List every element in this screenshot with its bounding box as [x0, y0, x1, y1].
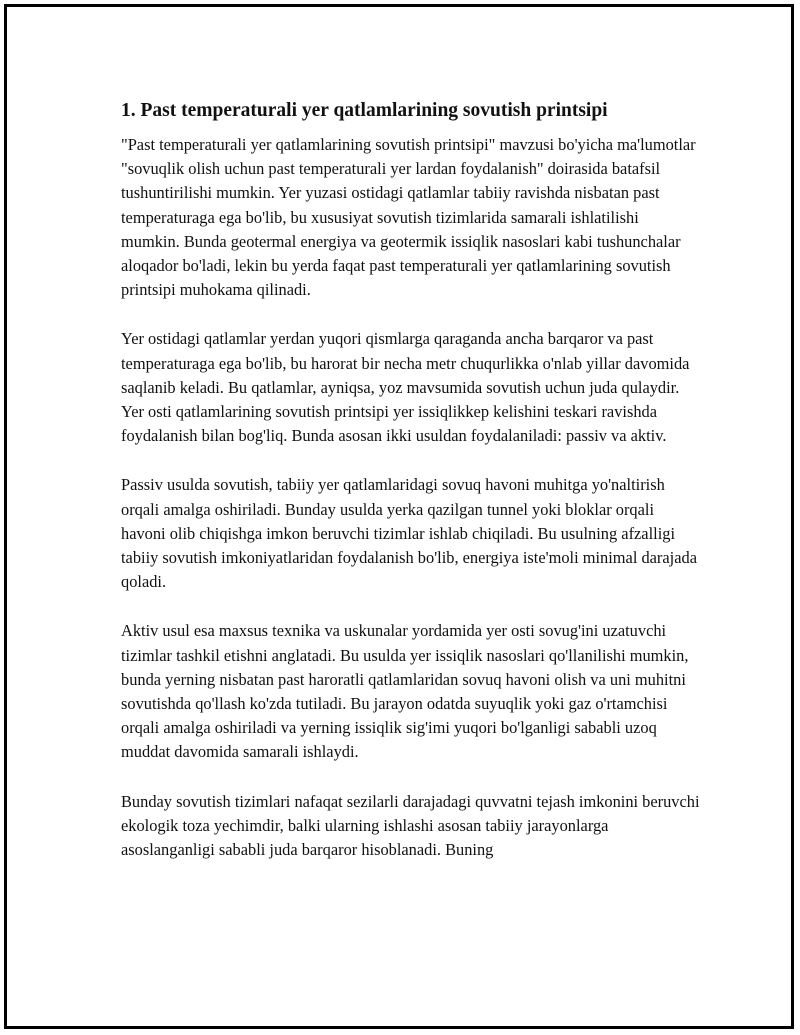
paragraph-4: Aktiv usul esa maxsus texnika va uskunalar yordamida yer osti sovug'ini uzatuvchi tizimlar tashkil etishni anglatadi. Bu usulda yer issiqlik nasoslari qo'llanilishi mumkin, bunda yerning nisbatan past haroratli qatlamlaridan sovuq havoni olish va uni muhitni sovutishda qo'llash ko'zda tutiladi. Bu jarayon odatda suyuqlik yoki gaz o'rtamchisi orqali amalga oshiriladi va yerning issiqlik sig'imi yuqori bo'lganligi sababli uzoq muddat davomida samarali ishlaydi. — [121, 621, 689, 762]
section-heading: 1. Past temperaturali yer qatlamlarining sovutish printsipi — [121, 100, 608, 121]
document-body — [121, 99, 701, 887]
paragraph-5: Bunday sovutish tizimlari nafaqat sezilarli darajadagi quvvatni tejash imkonini beruvchi ekologik toza yechimdir, balki ularning ishlashi asosan tabiiy jarayonlarga asoslanganligi sababli juda barqaror hisoblanadi. Buning — [121, 791, 700, 860]
paragraph-2: Yer ostidagi qatlamlar yerdan yuqori qismlarga qaraganda ancha barqaror va past temperaturaga ega bo'lib, bu harorat bir necha metr chuqurlikka o'nlab yillar davomida saqlanib keladi. Bu qatlamlar, ayniqsa, yoz mavsumida sovutish uchun juda qulaydir. Yer osti qatlamlarining sovutish printsipi yer issiqlikkep kelishini teskari ravishda foydalanish bilan bog'liq. Bunda asosan ikki usuldan foydalaniladi: passiv va aktiv. — [121, 329, 690, 446]
paragraph-3: Passiv usulda sovutish, tabiiy yer qatlamlaridagi sovuq havoni muhitga yo'naltirish orqali amalga oshiriladi. Bunday usulda yerka qazilgan tunnel yoki bloklar orqali havoni olib chiqishga imkon beruvchi tizimlar ishlab chiqiladi. Bu usulning afzalligi tabiiy sovutish imkoniyatlaridan foydalanish bo'lib, energiya iste'moli minimal darajada qoladi. — [121, 475, 697, 592]
page-frame — [4, 4, 794, 1029]
paragraph-1: "Past temperaturali yer qatlamlarining sovutish printsipi" mavzusi bo'yicha ma'lumotlar "sovuqlik olish uchun past temperaturali yer lardan foydalanish" doirasida batafsil tushuntirilishi mumkin. Yer yuzasi ostidagi qatlamlar tabiiy ravishda nisbatan past temperaturaga ega bo'lib, bu xususiyat sovutish tizimlarida samarali ishlatilishi mumkin. Bunda geotermal energiya va geotermik issiqlik nasoslari kabi tushunchalar aloqador bo'ladi, lekin bu yerda faqat past temperaturali yer qatlamlarining sovutish printsipi muhokama qilinadi. — [121, 135, 696, 300]
